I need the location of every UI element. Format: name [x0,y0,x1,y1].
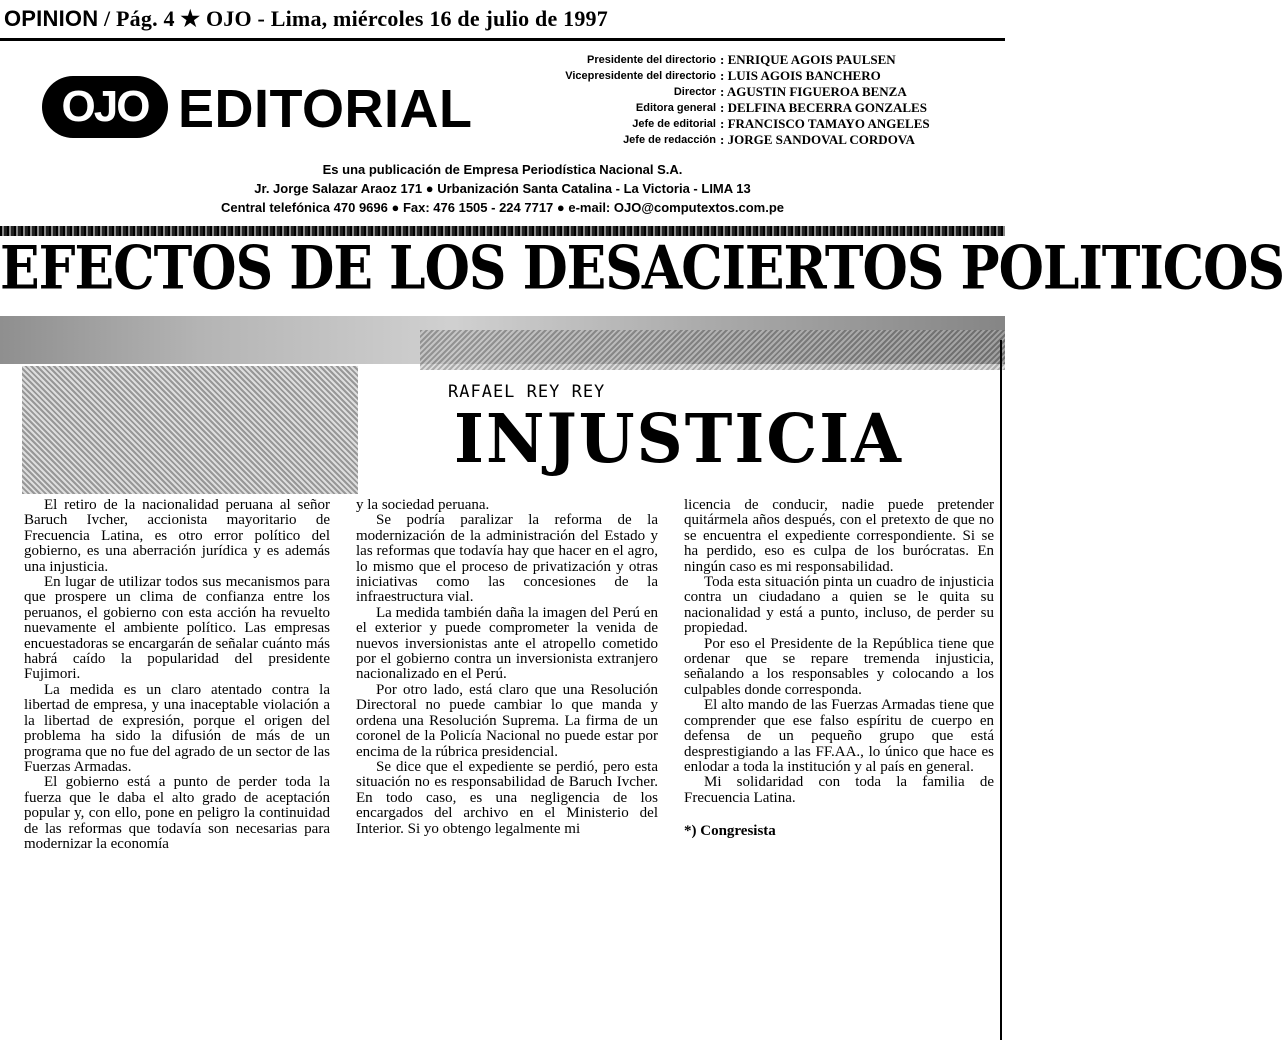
date-line: Pág. 4 ★ OJO - Lima, miércoles 16 de julio de 1997 [116,6,608,31]
paragraph: La medida es un claro atentado contra la libertad de empresa, y una inaceptable violación a la libertad de expresión, porque el origen del problema ha sido la difusión de más de un programa que no fue del agrado de un sector de las Fuerzas Armadas. [24,681,330,775]
ojo-logo-badge [42,76,168,138]
section-label: OPINION [4,6,99,31]
staff-role: Director [673,86,716,98]
paragraph: Por otro lado, está claro que una Resolución Directoral no puede cambiar lo que manda y ordena una Resolución Suprema. La firma de un coronel de la Policía Nacional no puede estar por encima de la rúbrica presidencial. [356,681,658,760]
staff-name: : ENRIQUE AGOIS PAULSEN [720,52,896,67]
staff-name: : AGUSTIN FIGUEROA BENZA [720,84,907,99]
section-separator: / [98,6,117,31]
paragraph: Por eso el Presidente de la República tiene que ordenar que se repare tremenda injusticia, señalando a los responsables y colocando a los culpables donde corresponda. [684,635,994,698]
ojo-logo-text: OJO [61,82,149,131]
page-header [0,0,1005,44]
headline-bottom-texture [420,330,1005,370]
staff-row [480,100,1000,116]
publication-info [0,160,1005,217]
staff-masthead [480,52,1000,148]
contact-line: Central telefónica 470 9696 ● Fax: 476 1505 - 224 7717 ● e-mail: OJO@computextos.com.pe [220,200,785,215]
paragraph: El retiro de la nacionalidad peruana al señor Baruch Ivcher, accionista mayoritario de Frecuencia Latina, es otro error político del gobierno, es una aberración jurídica y es además una injusticia. [24,497,330,575]
article-title: INJUSTICIA [454,400,903,479]
staff-name: : JORGE SANDOVAL CORDOVA [720,132,915,147]
staff-name: : DELFINA BECERRA GONZALES [720,100,927,115]
ojo-editorial-logo [42,74,473,146]
article-photo [22,366,358,494]
paragraph: licencia de conducir, nadie puede pretender quitármela años después, con el pretexto de que no se encuentra el expediente correspondiente. Si se ha perdido, eso es culpa de los burócratas. En ningún caso es mi responsabilidad. [684,497,994,575]
address-line: Jr. Jorge Salazar Araoz 171 ● Urbanización Santa Catalina - La Victoria - LIMA 13 [254,181,751,196]
article-column-3 [684,498,994,840]
staff-row [480,68,1000,84]
staff-name: : LUIS AGOIS BANCHERO [720,68,881,83]
staff-role: Editora general [635,102,716,114]
page-header-text [4,6,608,32]
paragraph: y la sociedad peruana. [356,497,490,513]
paragraph: La medida también daña la imagen del Perú en el exterior y puede comprometer la venida de nuevos inversionistas ante el atropello cometido por el gobierno contra un inversionista extranjero nacionalizado en el Perú. [356,604,658,683]
staff-row [480,84,1000,100]
editorial-word: EDITORIAL [178,79,473,139]
publisher-line: Es una publicación de Empresa Periodística Nacional S.A. [322,162,683,177]
paragraph: Se dice que el expediente se perdió, pero esta situación no es responsabilidad de Baruch Ivcher. En todo caso, es una negligencia de los encargados del archivo en el Ministerio del Interior. Si yo obtengo legalmente mi [356,758,658,837]
staff-row [480,52,1000,68]
paragraph: Toda esta situación pinta un cuadro de injusticia contra un ciudadano a quien se le quita su nacionalidad y está a punto, incluso, de perder su propiedad. [684,574,994,637]
staff-row [480,116,1000,132]
staff-role: Jefe de editorial [632,118,716,130]
article-author: RAFAEL REY REY [448,382,606,402]
staff-role: Presidente del directorio [587,54,716,66]
header-rule [0,38,1005,41]
paragraph: Se podría paralizar la reforma de la modernización de la administración del Estado y las reformas que todavía hay que hacer en el agro, lo mismo que el proceso de privatización y otras iniciativas como las concesiones de la infraestructura vial. [356,512,658,606]
paragraph: El alto mando de las Fuerzas Armadas tiene que comprender que ese falso espíritu de cuerpo en defensa de un pequeño grupo que está desprestigiando a las FF.AA., lo único que hace es enlodar a toda la institución y al país en general. [684,697,994,775]
paragraph: El gobierno está a punto de perder toda la fuerza que le daba el alto grado de aceptación popular y, con ello, pone en peligro la continuidad de las reformas que todavía son necesarias para modernizar la economía [24,774,330,852]
article-column-1 [24,498,330,852]
staff-name: : FRANCISCO TAMAYO ANGELES [720,116,930,131]
staff-role: Vicepresidente del directorio [565,70,716,82]
staff-role: Jefe de redacción [623,134,716,146]
staff-row [480,132,1000,148]
article-column-2 [356,498,658,837]
paragraph: En lugar de utilizar todos sus mecanismos para que prospere un clima de confianza entre los peruanos, el gobierno con esta acción ha revuelto nuevamente el ambiente político. Las empresas encuestadoras se encargarán de señalar cuánto más habrá caído la popularidad del presidente Fujimori. [24,574,330,683]
author-signature: *) Congresista [684,823,776,840]
main-headline: EFECTOS DE LOS DESACIERTOS POLITICOS [0,233,1284,304]
column-rule [1000,340,1002,1040]
paragraph: Mi solidaridad con toda la familia de Frecuencia Latina. [684,774,994,806]
